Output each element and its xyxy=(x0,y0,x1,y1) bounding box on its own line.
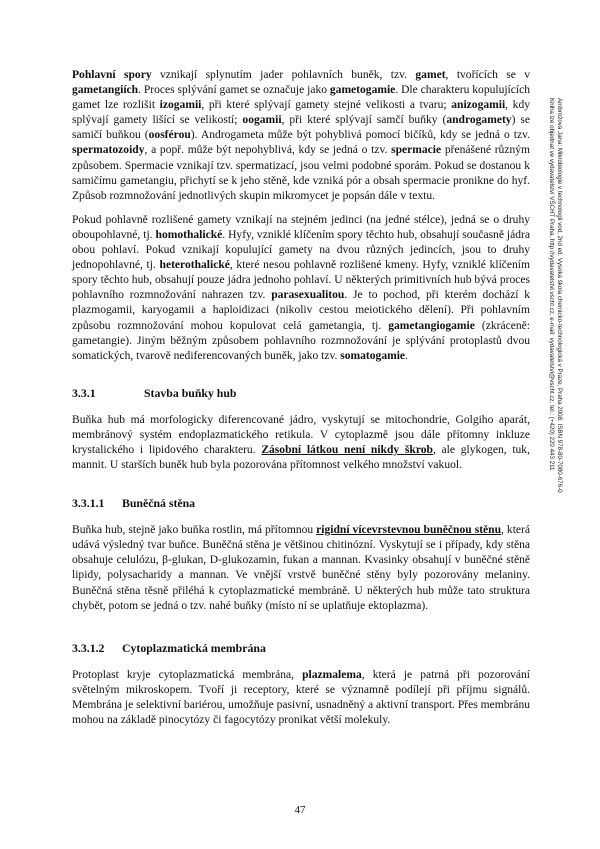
text-run: Pokud pohlavně rozlišené gamety vznikají na stejném jedinci (na jedné stélce), jedná se o druhy oboupohlavné, tj. xyxy=(72,213,530,241)
text-run: , při které splývají gamety stejné velikosti a tvaru; xyxy=(201,99,452,112)
bold-term: gametangiích xyxy=(72,84,139,97)
side-note-line-1: Ambrožová Jana: Mikrobiologie v technologii vod, 2nd ed. Vysoká škola chemicko-technologická v Praze, Praha 2008. ISBN 978-80-7080-676-0 xyxy=(556,98,563,493)
bold-term: izogamii xyxy=(159,99,202,112)
section-number: 3.3.1 xyxy=(72,385,96,400)
bold-term: plazmalema xyxy=(302,668,362,681)
section-title: Stavba buňky hub xyxy=(144,385,237,400)
text-run: , které nesou pohlavně rozlišené kmeny. Hyfy, vzniklé klíčením spory těchto hub, obsahují pouze jádra jednoho pohlaví. U některých primitivních hub bývá proces pohlavního rozmnožování nahrazen tzv. xyxy=(72,259,530,302)
bold-term: anizogamii xyxy=(451,99,506,112)
page-number: 47 xyxy=(294,804,306,816)
text-run: . Hyfy, vzniklé klíčením spory těchto hub, obsahují současně jádra obou pohlaví. Pokud vznikají kopulující gamety na dvou různých jedincích, jsou to druhy jednopohlavné, tj. xyxy=(72,228,530,272)
text-run: Buňka hub má morfologicky diferencované jádro, vyskytují se mitochondrie, Golgiho aparát, membránový systém endoplazmatického retikula. V cytoplazmě jsou dále přítomny inkluze krystalického i lipidového charakteru. xyxy=(72,413,530,456)
text-run: , při které splývají samčí buňky ( xyxy=(281,114,447,127)
text-run: , která je patrná při pozorování světelným mikroskopem. Tvoří ji receptory, které se významně podílejí při příjmu signálů. Membrána je selektivní bariérou, umožňuje pasivní, usnadněný a aktivní transport. Přes membránu mohou na základě pinocytózy či fagocytózy pronikat větší molekuly. xyxy=(72,668,530,726)
bold-term: androgamety xyxy=(446,114,512,127)
text-run: ). Androgameta může být pohyblivá pomocí bičíků, kdy se jedná o tzv. xyxy=(190,129,530,142)
page-content xyxy=(72,68,530,737)
paragraph-cell-structure xyxy=(72,413,530,473)
section-heading-cytoplasmic-membrane xyxy=(72,641,530,656)
section-title: Cytoplazmatická membrána xyxy=(122,640,266,655)
text-run: Buňka hub, stejně jako buňka rostlin, má přítomnou xyxy=(72,524,317,537)
bold-term: gametogamie xyxy=(329,84,396,97)
text-run: vznikají splynutím jader pohlavních buněk, tzv. xyxy=(151,69,416,81)
text-run: , tvořících se v xyxy=(445,69,531,81)
text-run: . Dle charakteru kopulujících gamet lze rozlišit xyxy=(72,84,530,112)
paragraph-cytoplasmic-membrane xyxy=(72,668,530,728)
underlined-term: Zásobní látkou není nikdy škrob xyxy=(261,443,433,456)
paragraph-cell-wall xyxy=(72,523,530,614)
text-run: , která udává výsledný tvar buňce. Buněčná stěna je většinou chitinózní. Vyskytují se i případy, kdy stěna obsahuje celulózu, β-glukan, D-glukozamin, fukan a mannan. Kvasinky obsahují v buněčné stěně lipidy, polysacharidy a mannan. Ve vnější vrstvě buněčné stěny byly pozorovány melaniny. Buněčná stěna těsně přiléhá k cytoplazmatické membráně. U některých hub může tato struktura chybět, potom se jedná o tzv. nahé buňky (místo ní se uplatňuje ektoplazma). xyxy=(72,524,530,612)
bold-term: oogamii xyxy=(242,114,282,127)
text-run: (zkráceně: gametangie). Jiným běžným způsobem pohlavního rozmnožování je splývání protoplastů dvou somatických, tvarově nediferencovaných buněk, jako tzv. xyxy=(72,319,530,362)
bold-term: heterothalické xyxy=(159,259,230,272)
bold-term: somatogamie xyxy=(340,349,406,362)
section-number: 3.3.1.2 xyxy=(72,640,105,655)
bold-term: oosférou xyxy=(148,129,191,142)
text-run: , kdy splývají gamety lišící se velikostí; xyxy=(72,99,531,127)
bold-term: gamet xyxy=(415,69,446,81)
text-run: ) se samičí buňkou ( xyxy=(72,114,530,142)
bold-term: gametangiogamie xyxy=(388,319,475,332)
side-note-line-2: Kniha lze objednat ve vydavatelství VŠCHT Praha, http://vydavatelstvi.vscht.cz, e-mail: vydavatelstvi@vscht.cz, tel.: (+420) 220 443 211 xyxy=(547,98,555,471)
bold-term: parasexualitou xyxy=(271,289,345,302)
section-title: Buněčná stěna xyxy=(122,496,196,511)
section-heading-cell-structure xyxy=(72,386,530,401)
text-run: , a popř. může být nepohyblivá, kdy se jedná o tzv. xyxy=(144,144,392,157)
bold-term: spermatozoidy xyxy=(72,144,145,157)
text-run: přenášené různým způsobem. Spermacie vznikají tzv. spermatizací, jsou velmi podobné sporám. Pokud se dostanou k samičímu gametangiu, přichytí se k jeho stěně, kde vzniká pór a obsah spermacie pronikne do hyf. Způsob rozmnožování jednotlivých skupin mikromycet je popsán dále v textu. xyxy=(72,144,530,202)
text-run: . Je to pochod, při kterém dochází k plazmogamii, karyogamii a haploidizaci (nikoliv cestou meiotického dělení). Při pohlavním způsobu rozmnožování mohou kopulovat celá gametangia, tj. xyxy=(72,289,531,332)
bold-term: homothalické xyxy=(155,228,223,241)
section-number: 3.3.1.1 xyxy=(72,496,105,511)
text-run: . xyxy=(405,349,408,362)
bold-term: Pohlavní spory xyxy=(72,69,152,81)
side-citation-note xyxy=(547,98,563,618)
paragraph-thallism xyxy=(72,213,530,364)
text-run: Protoplast kryje cytoplazmatická membrána, xyxy=(72,668,303,681)
paragraph-sexual-spores xyxy=(72,68,530,204)
section-heading-cell-wall xyxy=(72,496,530,511)
text-run: . Proces splývání gamet se označuje jako xyxy=(138,84,330,97)
text-run: , ale glykogen, tuk, mannit. U starších buněk hub byla pozorována přítomnost velkého množství vakuol. xyxy=(72,443,530,472)
underlined-term: rigidní vícevrstevnou buněčnou stěnu xyxy=(316,524,502,537)
bold-term: spermacie xyxy=(391,144,442,157)
